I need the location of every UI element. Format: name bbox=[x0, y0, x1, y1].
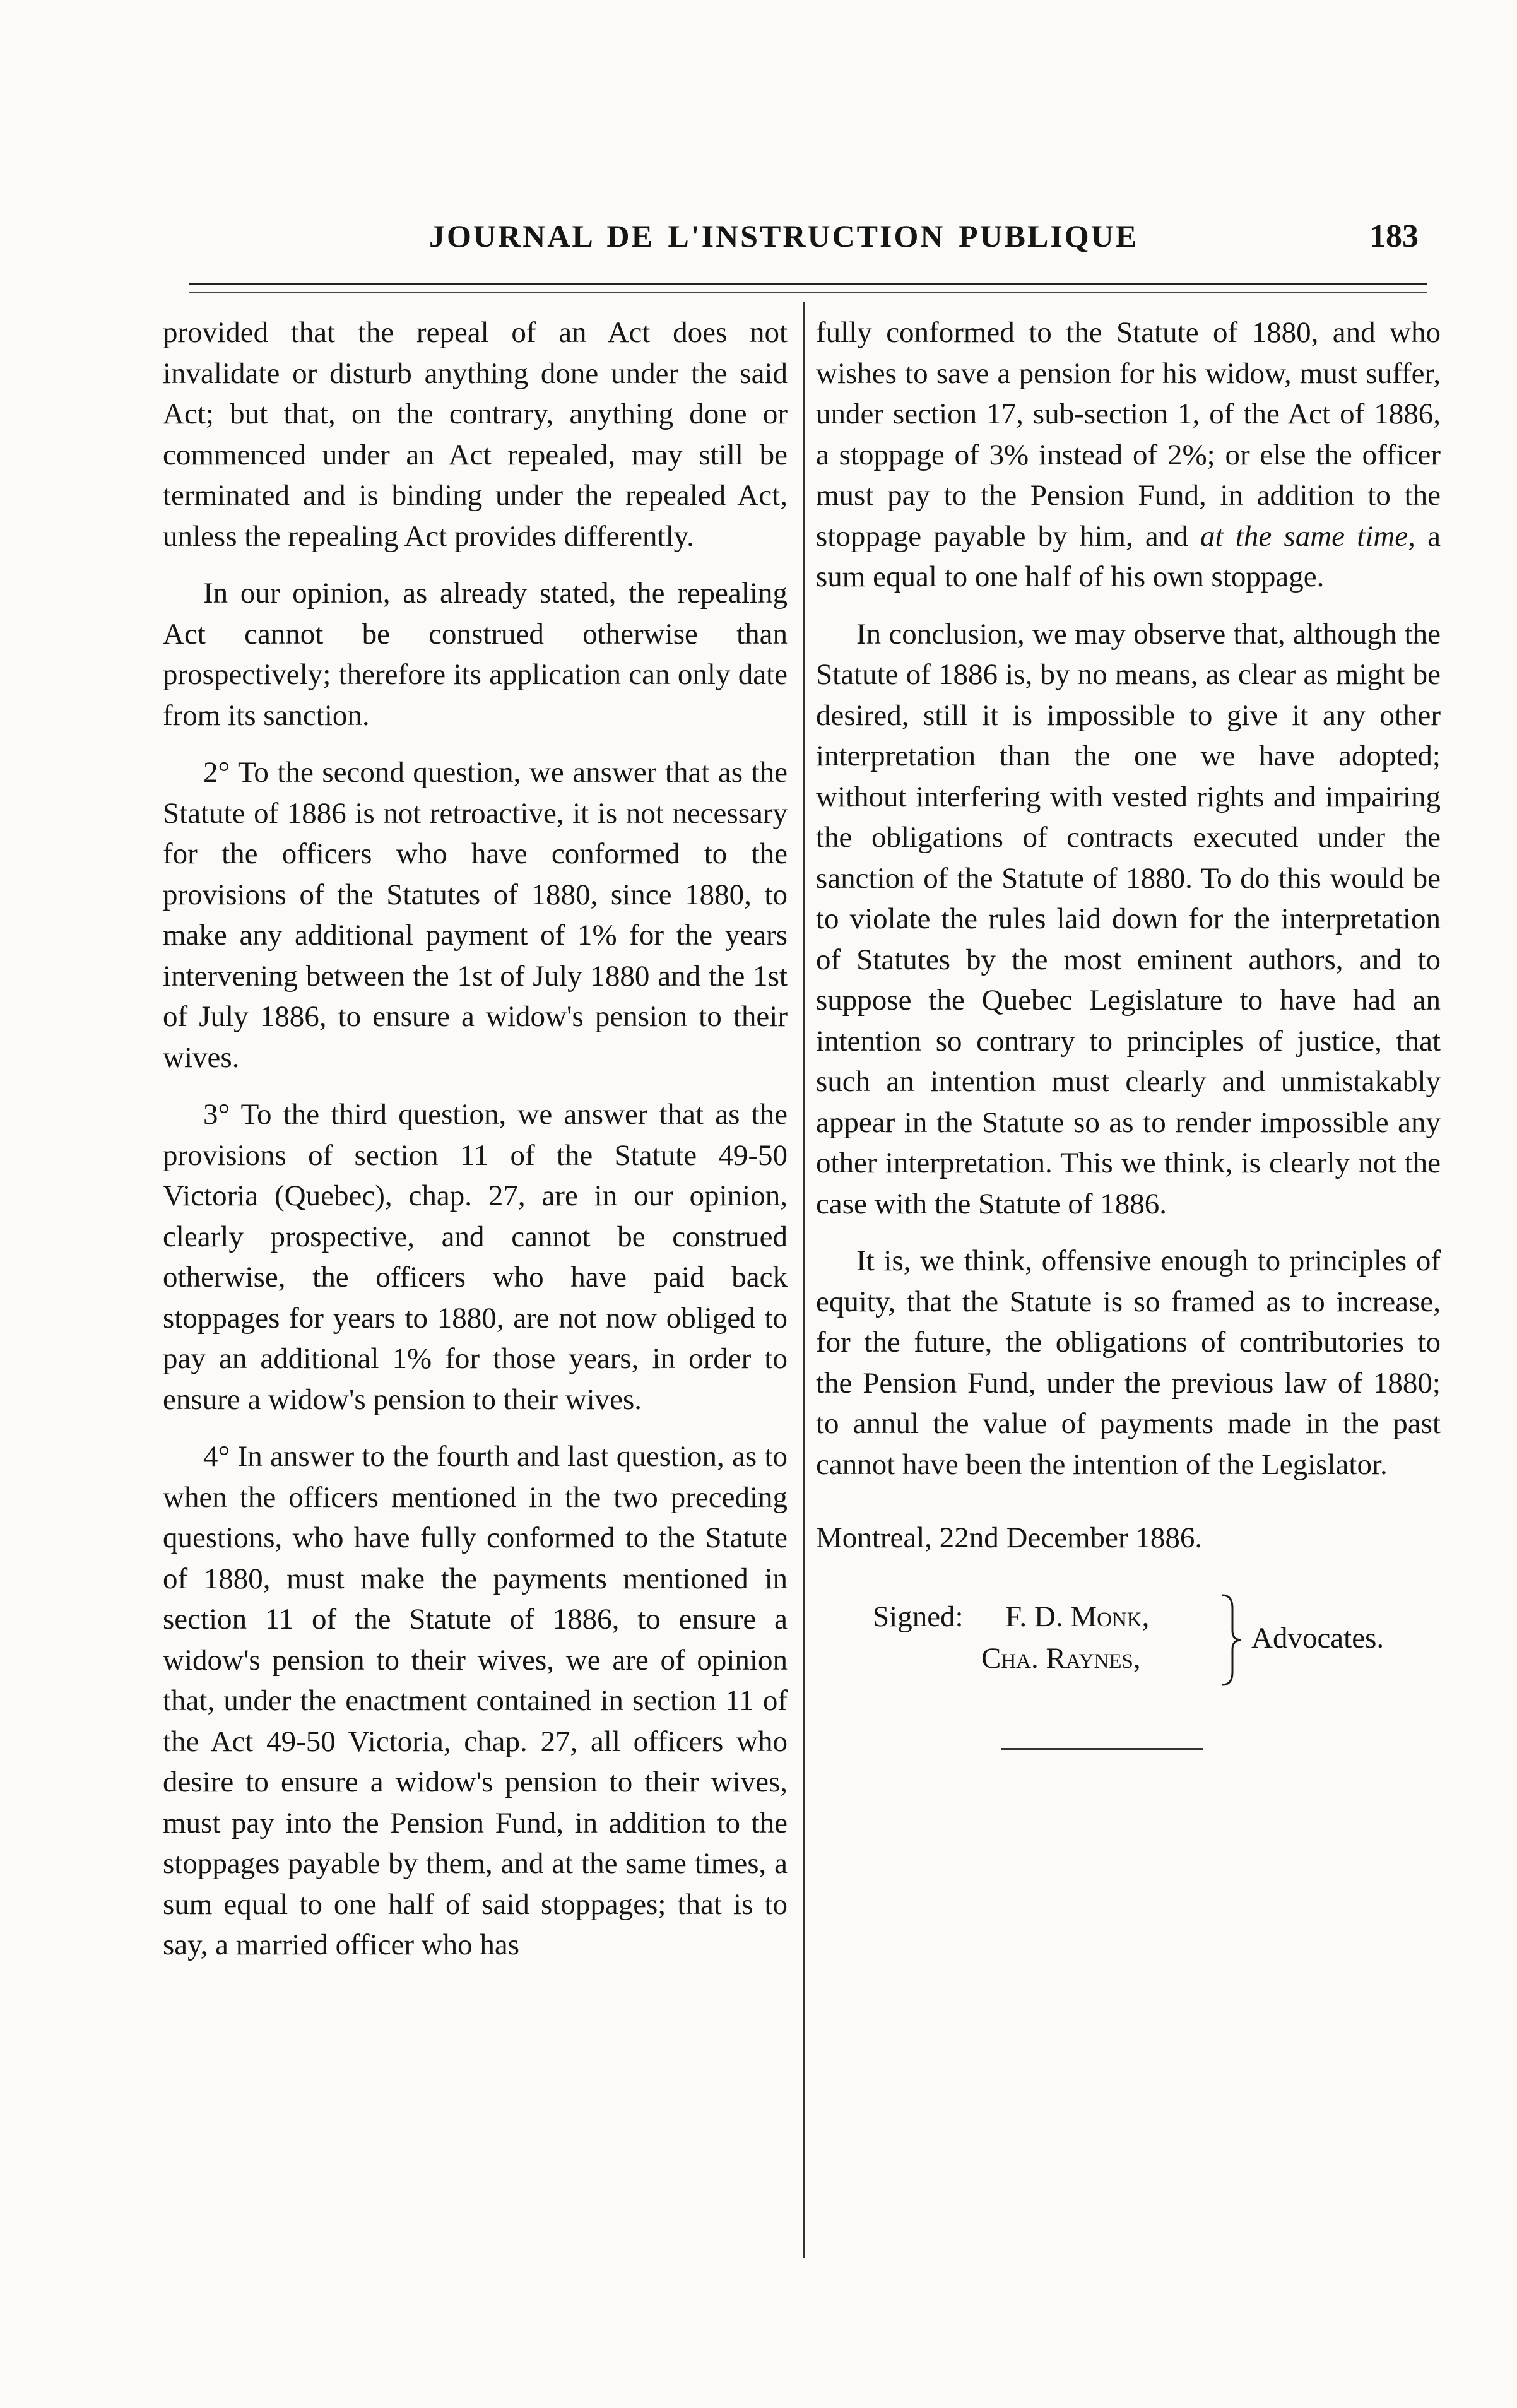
dateline: Montreal, 22nd December 1886. bbox=[816, 1521, 1203, 1554]
signatory-role: Advocates. bbox=[1251, 1621, 1384, 1655]
right-paragraph-1 bbox=[816, 312, 1441, 598]
signatory-monk: F. D. Monk, bbox=[1005, 1600, 1150, 1633]
header-rule-thin bbox=[189, 292, 1427, 293]
right-column bbox=[816, 312, 1441, 1729]
end-rule bbox=[1001, 1748, 1203, 1750]
left-paragraph-1: provided that the repeal of an Act does not invalidate or disturb anything done under the said Act; but that, on the contrary, anything done or commenced under an Act repealed, may still be terminated and is binding under the repealed Act, unless the repealing Act provides differently. bbox=[163, 316, 788, 553]
signature-label: Signed: bbox=[873, 1600, 964, 1633]
right-paragraph-1-a: fully conformed to the Statute of 1880, and who wishes to save a pension for his widow, must suffer, under section 17, sub-section 1, of the Act of 1886, a stoppage of 3% instead of 2%; or else the officer must pay to the Pension Fund, in addition to the stoppage payable by him, and bbox=[816, 316, 1441, 553]
right-paragraph-2: In conclusion, we may observe that, although the Statute of 1886 is, by no means, as clear as might be desired, still it is impossible to give it any other interpretation than the one we have adopted; without interfering with vested rights and impairing the obligations of contracts executed under the sanction of the Statute of 1880. To do this would be to violate the rules laid down for the interpretation of Statutes by the most eminent authors, and to suppose the Quebec Legislature to have had an intention so contrary to principles of justice, that such an intention must clearly and unmistakably appear in the Statute so as to render impossible any other interpretation. This we think, is clearly not the case with the Statute of 1886. bbox=[816, 617, 1441, 1220]
left-column bbox=[163, 312, 788, 1982]
signature-block bbox=[816, 1596, 1441, 1729]
right-paragraph-1-emphasis: at the same time bbox=[1200, 519, 1408, 553]
left-paragraph-2: In our opinion, as already stated, the repealing Act cannot be construed otherwise than prospectively; therefore its application can only date from its sanction. bbox=[163, 577, 788, 732]
right-brace-icon bbox=[1220, 1593, 1245, 1687]
left-paragraph-3: 2° To the second question, we answer that as the Statute of 1886 is not retroactive, it is not necessary for the officers who have conformed to the provisions of the Statutes of 1880, since 1880, to make any additional payment of 1% for the years intervening between the 1st of July 1880 and the 1st of July 1886, to ensure a widow's pension to their wives. bbox=[163, 756, 788, 1074]
signatory-raynes: Cha. Raynes, bbox=[981, 1641, 1141, 1675]
left-paragraph-5: 4° In answer to the fourth and last question, as to when the officers mentioned in the two preceding questions, who have fully conformed to the Statute of 1880, must make the payments mentioned in section 11 of the Statute of 1886, to ensure a widow's pension to their wives, we are of opinion that, under the enactment contained in section 11 of the Act 49-50 Victoria, chap. 27, all officers who desire to ensure a widow's pension to their wives, must pay into the Pension Fund, in addition to the stoppages payable by them, and at the same times, a sum equal to one half of said stoppages; that is to say, a married officer who has bbox=[163, 1440, 788, 1961]
header-rule-thick bbox=[189, 283, 1427, 285]
page-header bbox=[0, 218, 1517, 274]
page-number: 183 bbox=[1369, 218, 1419, 254]
right-paragraph-3: It is, we think, offensive enough to principles of equity, that the Statute is so framed as to increase, for the future, the obligations of contributories to the Pension Fund, under the previous law of 1880; to annul the value of payments made in the past cannot have been the intention of the Legislator. bbox=[816, 1244, 1441, 1481]
running-title: JOURNAL DE L'INSTRUCTION PUBLIQUE bbox=[429, 218, 1139, 254]
column-divider bbox=[803, 302, 805, 2258]
right-paragraph-1-b: , a sum equal to one half of his own stoppage. bbox=[816, 519, 1441, 593]
left-paragraph-4: 3° To the third question, we answer that as the provisions of section 11 of the Statute 49-50 Victoria (Quebec), chap. 27, are in our opinion, clearly prospective, and cannot be construed otherwise, the officers who have paid back stoppages for years to 1880, are not now obliged to pay an additional 1% for those years, in order to ensure a widow's pension to their wives. bbox=[163, 1098, 788, 1416]
